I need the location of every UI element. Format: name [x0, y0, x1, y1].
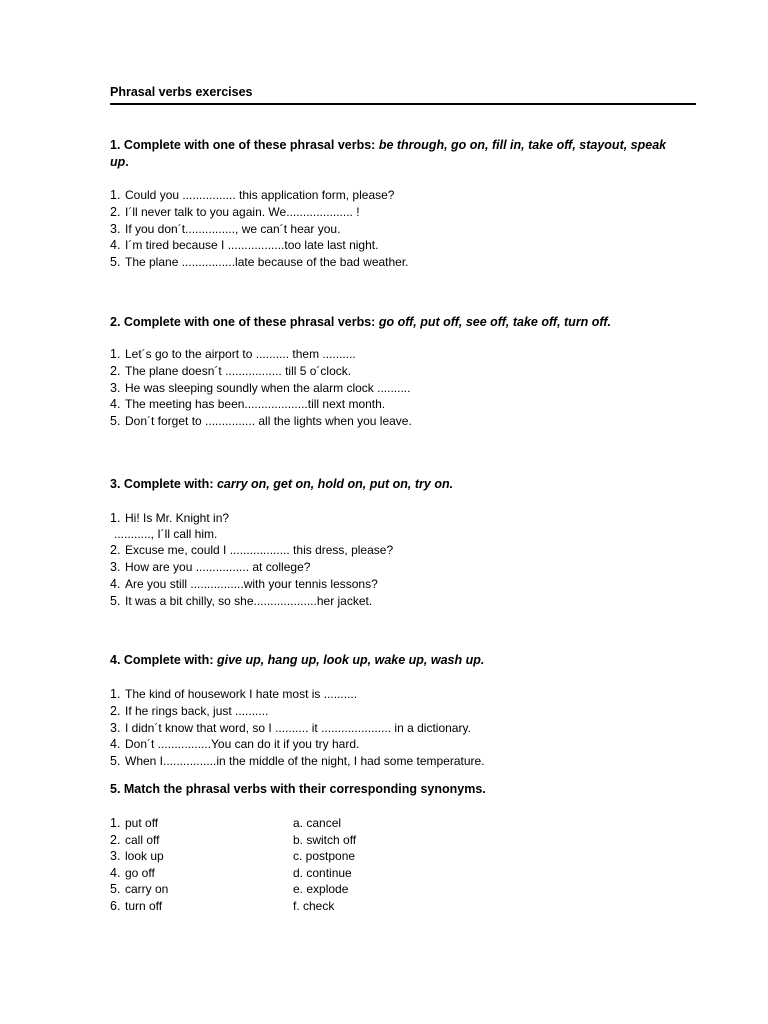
exercise-5-instruction: 5. Match the phrasal verbs with their corresponding synonyms. — [110, 782, 486, 796]
match-synonym: a. cancel — [293, 816, 342, 830]
exercise-2-verbs: go off, put off, see off, take off, turn off. — [378, 315, 611, 329]
exercise-3-instruction — [110, 476, 700, 493]
match-synonym: c. postpone — [293, 849, 356, 863]
exercise-1 — [110, 137, 700, 271]
list-item: 1. Let´s go to the airport to .......... them .......... — [110, 347, 356, 361]
list-item: 2. The plane doesn´t ................. till 5 o´clock. — [110, 363, 352, 378]
exercise-4-lead: 4. Complete with: — [110, 653, 214, 667]
exercise-3 — [110, 476, 700, 609]
match-phrasal-verb: put off — [125, 816, 159, 830]
list-item: 5. Don´t forget to ............... all the lights when you leave. — [110, 414, 412, 429]
match-synonym: b. switch off — [293, 832, 357, 847]
match-row: 6. turn off f. check — [110, 898, 335, 913]
exercise-5-match-table — [110, 815, 700, 914]
match-phrasal-verb: go off — [125, 865, 155, 880]
exercise-2-list — [110, 346, 700, 430]
list-item: 3. How are you ................ at college? — [110, 560, 311, 575]
match-synonym: d. continue — [293, 865, 352, 880]
list-item: 5. It was a bit chilly, so she...................her jacket. — [110, 593, 373, 608]
match-phrasal-verb: turn off — [125, 898, 163, 913]
exercise-4-instruction — [110, 652, 700, 669]
list-item: 4. Don´t ................You can do it if you try hard. — [110, 737, 360, 752]
page-title: Phrasal verbs exercises — [110, 85, 253, 99]
list-item: 1. Hi! Is Mr. Knight in? — [110, 511, 230, 525]
list-item: 2. Excuse me, could I .................. this dress, please? — [110, 543, 394, 558]
exercise-1-verbs-cont: up — [110, 155, 126, 169]
list-item: 2. If he rings back, just .......... — [110, 703, 269, 718]
exercise-1-list — [110, 187, 700, 271]
exercise-3-list — [110, 510, 700, 609]
match-row: 2. call off b. switch off — [110, 832, 357, 847]
exercise-1-verbs: be through, go on, fill in, take off, stayout, speak — [378, 138, 667, 152]
exercise-1-instruction — [110, 137, 700, 171]
exercise-2-lead: 2. Complete with one of these phrasal verbs: — [110, 315, 376, 329]
match-row: 5. carry on e. explode — [110, 882, 349, 896]
list-item: 5.The plane ................late because of the bad weather. — [110, 255, 409, 270]
list-item: 3. I didn´t know that word, so I .......... it ..................... in a dictionary. — [110, 720, 471, 735]
list-item: 1. Could you ................ this application form, please? — [110, 188, 395, 202]
exercise-2-instruction — [110, 314, 700, 331]
exercise-4-verbs: give up, hang up, look up, wake up, wash up. — [216, 653, 485, 667]
match-synonym: e. explode — [293, 882, 349, 896]
title-underline — [110, 103, 696, 105]
list-item: 4. The meeting has been...................till next month. — [110, 397, 386, 412]
match-synonym: f. check — [293, 898, 335, 913]
list-item: 3.If you don´t..............., we can´t hear you. — [110, 221, 341, 236]
match-phrasal-verb: call off — [125, 832, 160, 847]
list-item: 5. When I................in the middle of the night, I had some temperature. — [110, 754, 485, 769]
match-row: 1. put off a. cancel — [110, 816, 342, 830]
list-item-continuation: ..........., I´ll call him. — [114, 526, 218, 541]
exercise-1-period: . — [125, 155, 129, 169]
match-row: 4. go off d. continue — [110, 865, 352, 880]
list-item: 1. The kind of housework I hate most is .......... — [110, 687, 358, 701]
exercise-2 — [110, 314, 700, 430]
list-item: 3. He was sleeping soundly when the alarm clock .......... — [110, 380, 411, 395]
exercise-4 — [110, 652, 700, 770]
exercise-3-lead: 3. Complete with: — [110, 477, 214, 491]
exercise-4-list — [110, 686, 700, 770]
match-row: 3. look up c. postpone — [110, 849, 356, 863]
exercise-3-verbs: carry on, get on, hold on, put on, try on. — [216, 477, 454, 491]
list-item: 4. Are you still ................with your tennis lessons? — [110, 576, 378, 591]
match-phrasal-verb: carry on — [125, 882, 169, 896]
list-item: 2.I´ll never talk to you again. We.................... ! — [110, 204, 360, 219]
exercise-5 — [110, 781, 700, 914]
list-item: 4. I´m tired because I .................too late last night. — [110, 238, 379, 253]
exercise-1-lead: 1. Complete with one of these phrasal verbs: — [110, 138, 376, 152]
match-phrasal-verb: look up — [125, 849, 164, 863]
